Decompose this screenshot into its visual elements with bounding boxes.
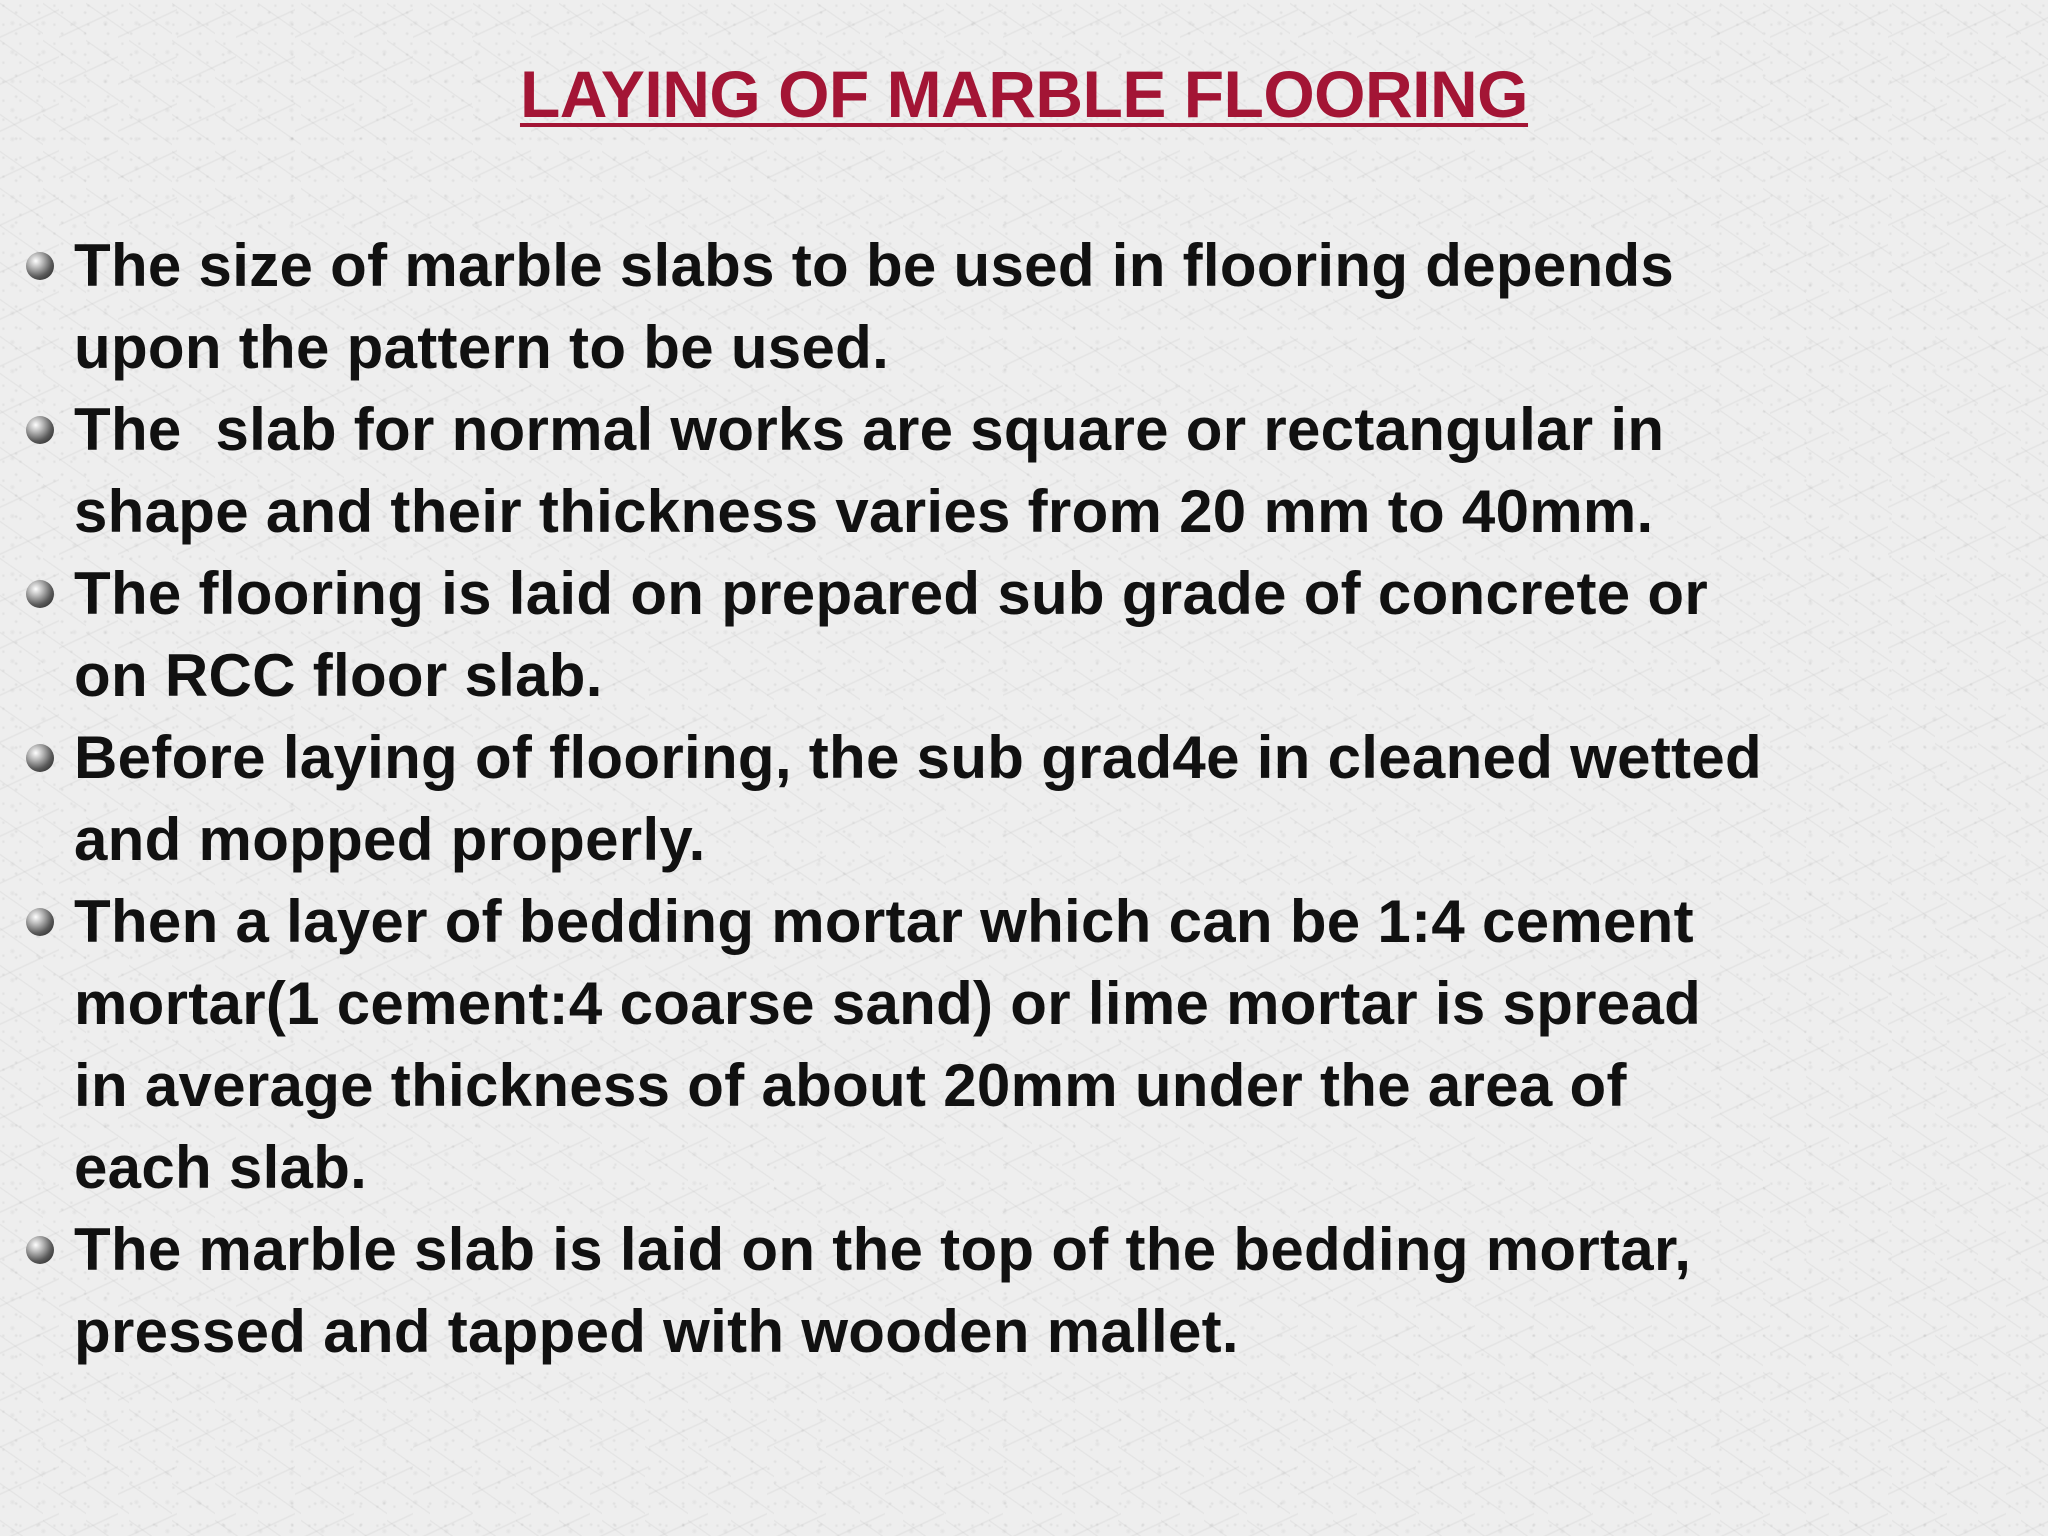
sphere-bullet-icon — [26, 416, 54, 444]
bullet-line: The slab for normal works are square or rectangular in — [74, 396, 1665, 463]
slide-title: LAYING OF MARBLE FLOORING — [519, 57, 1529, 131]
bullet-line: The size of marble slabs to be used in flooring depends — [74, 232, 1675, 299]
bullet-line: Then a layer of bedding mortar which can be 1:4 cement — [74, 888, 1694, 955]
bullet-item — [24, 881, 2024, 1209]
bullet-line: in average thickness of about 20mm under the area of — [74, 1052, 1627, 1119]
bullet-line: upon the pattern to be used. — [74, 314, 890, 381]
sphere-bullet-icon — [26, 252, 54, 280]
bullet-line: The flooring is laid on prepared sub grade of concrete or — [74, 560, 1708, 627]
bullet-line: The marble slab is laid on the top of the bedding mortar, — [74, 1216, 1692, 1283]
bullet-line: mortar(1 cement:4 coarse sand) or lime mortar is spread — [74, 970, 1702, 1037]
bullet-line: shape and their thickness varies from 20 mm to 40mm. — [74, 478, 1654, 545]
bullet-item — [24, 553, 2024, 717]
bullet-item — [24, 389, 2024, 553]
bullet-item — [24, 1209, 2024, 1373]
bullet-line: Before laying of flooring, the sub grad4e in cleaned wetted — [74, 724, 1762, 791]
bullet-line: and mopped properly. — [74, 806, 706, 873]
sphere-bullet-icon — [26, 1236, 54, 1264]
bullet-item — [24, 225, 2024, 389]
sphere-bullet-icon — [26, 744, 54, 772]
sphere-bullet-icon — [26, 908, 54, 936]
bullet-list — [24, 225, 2024, 1373]
bullet-line: each slab. — [74, 1134, 368, 1201]
bullet-line: on RCC floor slab. — [74, 642, 603, 709]
bullet-line: pressed and tapped with wooden mallet. — [74, 1298, 1239, 1365]
sphere-bullet-icon — [26, 580, 54, 608]
bullet-item — [24, 717, 2024, 881]
